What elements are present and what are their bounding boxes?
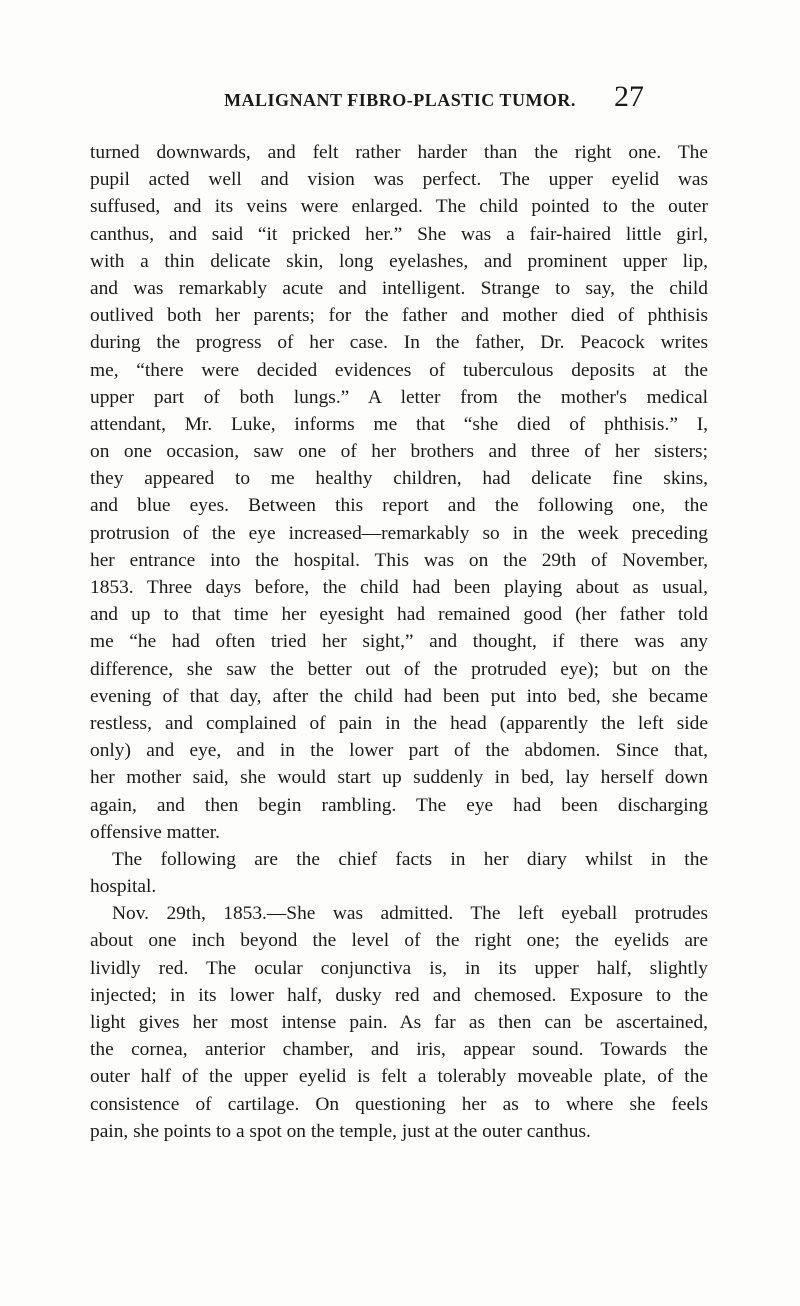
text-line: 1853. Three days before, the child had been playing about as usual,: [90, 577, 708, 598]
page-number: 27: [614, 80, 644, 113]
text-line: and up to that time her eyesight had remained good (her father told: [90, 604, 708, 626]
text-line: protrusion of the eye increased—remarkably so in the week preceding: [90, 522, 708, 544]
text-line: me “he had often tried her sight,” and thought, if there was any: [90, 631, 708, 653]
text-line: turned downwards, and felt rather harder than the right one. The: [90, 142, 708, 163]
text-line: pain, she points to a spot on the temple, just at the outer canthus.: [90, 1120, 591, 1142]
text-line: Nov. 29th, 1853.—She was admitted. The left eyeball protrudes: [112, 903, 708, 925]
text-line: her mother said, she would start up suddenly in bed, lay herself down: [90, 767, 708, 789]
text-line: The following are the chief facts in her diary whilst in the: [112, 848, 708, 870]
text-line: injected; in its lower half, dusky red and chemosed. Exposure to the: [90, 984, 708, 1006]
running-title: MALIGNANT FIBRO-PLASTIC TUMOR.: [224, 90, 576, 110]
text-line: outer half of the upper eyelid is felt a tolerably moveable plate, of the: [90, 1066, 708, 1088]
text-line: her entrance into the hospital. This was on the 29th of November,: [90, 549, 708, 571]
text-line: suffused, and its veins were enlarged. The child pointed to the outer: [90, 196, 708, 218]
text-line: during the progress of her case. In the father, Dr. Peacock writes: [90, 332, 708, 354]
text-line: restless, and complained of pain in the head (apparently the left side: [90, 712, 708, 734]
text-line: me, “there were decided evidences of tuberculous deposits at the: [90, 359, 708, 381]
text-line: about one inch beyond the level of the right one; the eyelids are: [90, 930, 708, 952]
text-line: outlived both her parents; for the father and mother died of phthisis: [90, 305, 708, 327]
text-line: consistence of cartilage. On questioning her as to where she feels: [90, 1093, 708, 1115]
text-line: and was remarkably acute and intelligent. Strange to say, the child: [90, 277, 708, 299]
text-line: the cornea, anterior chamber, and iris, appear sound. Towards the: [90, 1039, 708, 1061]
text-line: and blue eyes. Between this report and the following one, the: [90, 495, 708, 517]
text-line: again, and then begin rambling. The eye had been discharging: [90, 794, 708, 816]
text-line: attendant, Mr. Luke, informs me that “she died of phthisis.” I,: [90, 413, 708, 435]
text-line: pupil acted well and vision was perfect. The upper eyelid was: [90, 169, 708, 191]
text-line: light gives her most intense pain. As far as then can be ascertained,: [90, 1012, 708, 1033]
text-line: evening of that day, after the child had been put into bed, she became: [90, 685, 708, 707]
text-line: lividly red. The ocular conjunctiva is, in its upper half, slightly: [90, 957, 708, 979]
text-line: difference, she saw the better out of the protruded eye); but on the: [90, 658, 708, 680]
text-line: with a thin delicate skin, long eyelashes, and prominent upper lip,: [90, 250, 708, 272]
text-line: only) and eye, and in the lower part of the abdomen. Since that,: [90, 740, 708, 762]
text-line: they appeared to me healthy children, had delicate fine skins,: [90, 468, 708, 490]
body-text: [90, 139, 708, 1145]
text-line: canthus, and said “it pricked her.” She was a fair-haired little girl,: [90, 223, 708, 245]
text-line: hospital.: [90, 876, 157, 898]
text-line: on one occasion, saw one of her brothers and three of her sisters;: [90, 441, 708, 463]
text-line: upper part of both lungs.” A letter from the mother's medical: [90, 386, 708, 408]
text-line: offensive matter.: [90, 821, 220, 843]
